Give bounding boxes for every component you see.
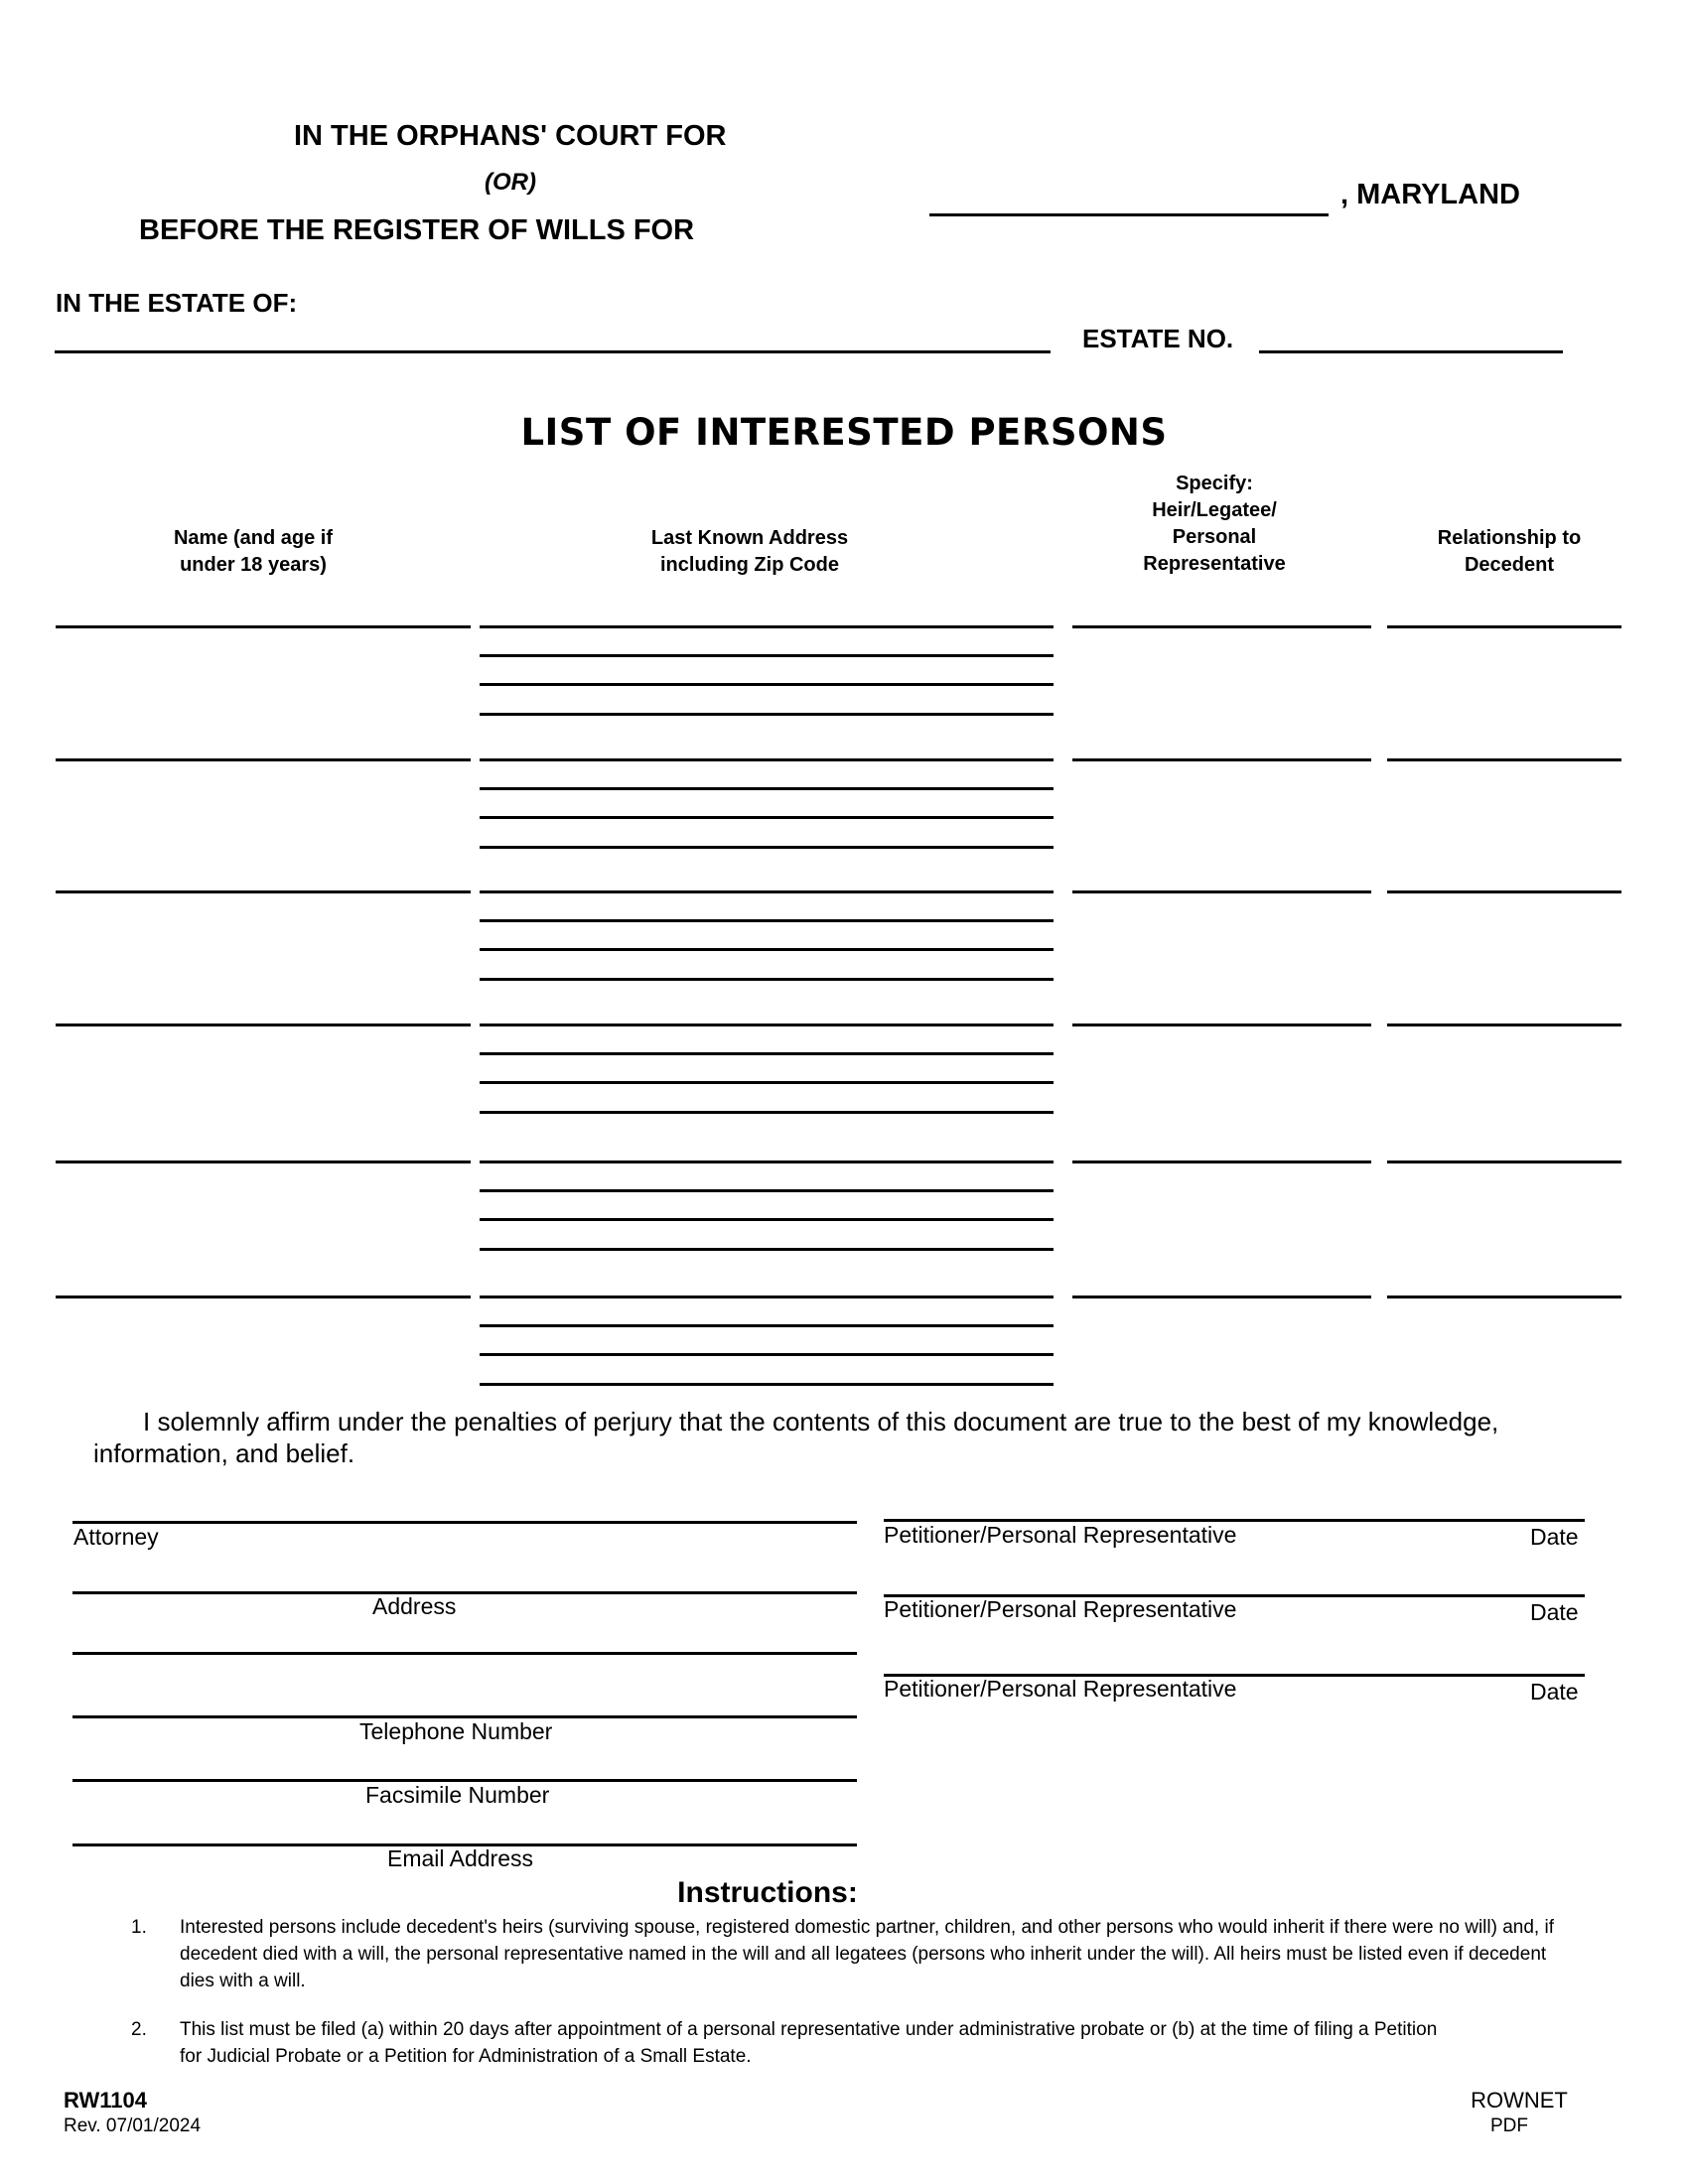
date-label-1: Date xyxy=(1530,1524,1579,1550)
page-title: LIST OF INTERESTED PERSONS xyxy=(520,411,1168,454)
instruction-number: 1. xyxy=(131,1917,147,1938)
address-field[interactable] xyxy=(480,919,1054,922)
name-field[interactable] xyxy=(56,1296,471,1298)
estate-no-label: ESTATE NO. xyxy=(1082,324,1234,353)
column-header-address: Last Known Address including Zip Code xyxy=(650,527,849,576)
address-field[interactable] xyxy=(480,1353,1054,1356)
address-field[interactable] xyxy=(480,846,1054,849)
relationship-field[interactable] xyxy=(1387,1160,1621,1163)
address-label: Address xyxy=(372,1593,457,1619)
address-field[interactable] xyxy=(480,1296,1054,1298)
specify-field[interactable] xyxy=(1072,1024,1371,1026)
name-field[interactable] xyxy=(56,1160,471,1163)
email-label: Email Address xyxy=(387,1845,534,1871)
address-field[interactable] xyxy=(480,1024,1054,1026)
format-label: PDF xyxy=(1490,2116,1528,2136)
revision-date: Rev. 07/01/2024 xyxy=(64,2116,202,2136)
address-field[interactable] xyxy=(480,1324,1054,1327)
address-field[interactable] xyxy=(480,948,1054,951)
attorney-label: Attorney xyxy=(73,1524,159,1550)
address-field[interactable] xyxy=(480,1160,1054,1163)
address-field[interactable] xyxy=(480,1189,1054,1192)
county-field[interactable] xyxy=(929,213,1329,216)
relationship-field[interactable] xyxy=(1387,890,1621,893)
attorney-address-line-2[interactable] xyxy=(72,1652,857,1655)
petitioner-label-3: Petitioner/Personal Representative xyxy=(884,1676,1237,1702)
address-field[interactable] xyxy=(480,625,1054,628)
instructions-heading: Instructions: xyxy=(677,1876,858,1909)
column-header-specify: Specify: Heir/Legatee/ Personal Representative xyxy=(1143,473,1286,575)
court-line: IN THE ORPHANS' COURT FOR xyxy=(294,120,727,152)
specify-field[interactable] xyxy=(1072,1296,1371,1298)
name-field[interactable] xyxy=(56,625,471,628)
instruction-text: Interested persons include decedent's heirs (surviving spouse, registered domestic partner, children, and other persons who would inherit if there were no will) and, if decedent died with a will, the personal representative named in the will and all legatees (persons who inherit under the will). All heirs must be listed even if decedent dies with a will. xyxy=(180,1917,1554,1991)
address-field[interactable] xyxy=(480,1052,1054,1055)
source-label: ROWNET xyxy=(1471,2088,1568,2113)
column-header-relationship: Relationship to Decedent xyxy=(1437,527,1582,576)
relationship-field[interactable] xyxy=(1387,625,1621,628)
register-line: BEFORE THE REGISTER OF WILLS FOR xyxy=(139,214,695,246)
address-field[interactable] xyxy=(480,1081,1054,1084)
estate-no-field[interactable] xyxy=(1259,350,1563,353)
address-field[interactable] xyxy=(480,787,1054,790)
attorney-address-line[interactable] xyxy=(72,1591,857,1594)
telephone-label: Telephone Number xyxy=(359,1718,553,1744)
relationship-field[interactable] xyxy=(1387,758,1621,761)
estate-of-label: IN THE ESTATE OF: xyxy=(56,288,298,318)
address-field[interactable] xyxy=(480,1383,1054,1386)
attorney-signature-line[interactable] xyxy=(72,1521,857,1524)
address-field[interactable] xyxy=(480,816,1054,819)
address-field[interactable] xyxy=(480,1111,1054,1114)
column-header-name: Name (and age if under 18 years) xyxy=(173,527,334,576)
specify-field[interactable] xyxy=(1072,758,1371,761)
or-line: (OR) xyxy=(485,169,536,196)
instruction-text: This list must be filed (a) within 20 days after appointment of a personal representative under administrative probate or (b) at the time of filing a Petition for Judicial Probate or a Petition for Administration of a Small Estate. xyxy=(180,2019,1438,2067)
name-field[interactable] xyxy=(56,890,471,893)
relationship-field[interactable] xyxy=(1387,1024,1621,1026)
date-label-3: Date xyxy=(1530,1679,1579,1705)
address-field[interactable] xyxy=(480,758,1054,761)
address-field[interactable] xyxy=(480,713,1054,716)
form-number: RW1104 xyxy=(64,2088,147,2113)
facsimile-label: Facsimile Number xyxy=(365,1782,550,1808)
relationship-field[interactable] xyxy=(1387,1296,1621,1298)
petitioner-label-1: Petitioner/Personal Representative xyxy=(884,1522,1237,1548)
address-field[interactable] xyxy=(480,683,1054,686)
specify-field[interactable] xyxy=(1072,1160,1371,1163)
address-field[interactable] xyxy=(480,1248,1054,1251)
petitioner-label-2: Petitioner/Personal Representative xyxy=(884,1596,1237,1622)
instruction-number: 2. xyxy=(131,2019,147,2040)
address-field[interactable] xyxy=(480,890,1054,893)
address-field[interactable] xyxy=(480,1218,1054,1221)
address-field[interactable] xyxy=(480,978,1054,981)
name-field[interactable] xyxy=(56,1024,471,1026)
address-field[interactable] xyxy=(480,654,1054,657)
maryland-label: , MARYLAND xyxy=(1340,179,1520,210)
estate-name-field[interactable] xyxy=(55,350,1051,353)
date-label-2: Date xyxy=(1530,1599,1579,1625)
specify-field[interactable] xyxy=(1072,625,1371,628)
specify-field[interactable] xyxy=(1072,890,1371,893)
affirmation-text: I solemnly affirm under the penalties of perjury that the contents of this document are true to the best of my knowledge, information, and belief. xyxy=(93,1407,1499,1468)
name-field[interactable] xyxy=(56,758,471,761)
